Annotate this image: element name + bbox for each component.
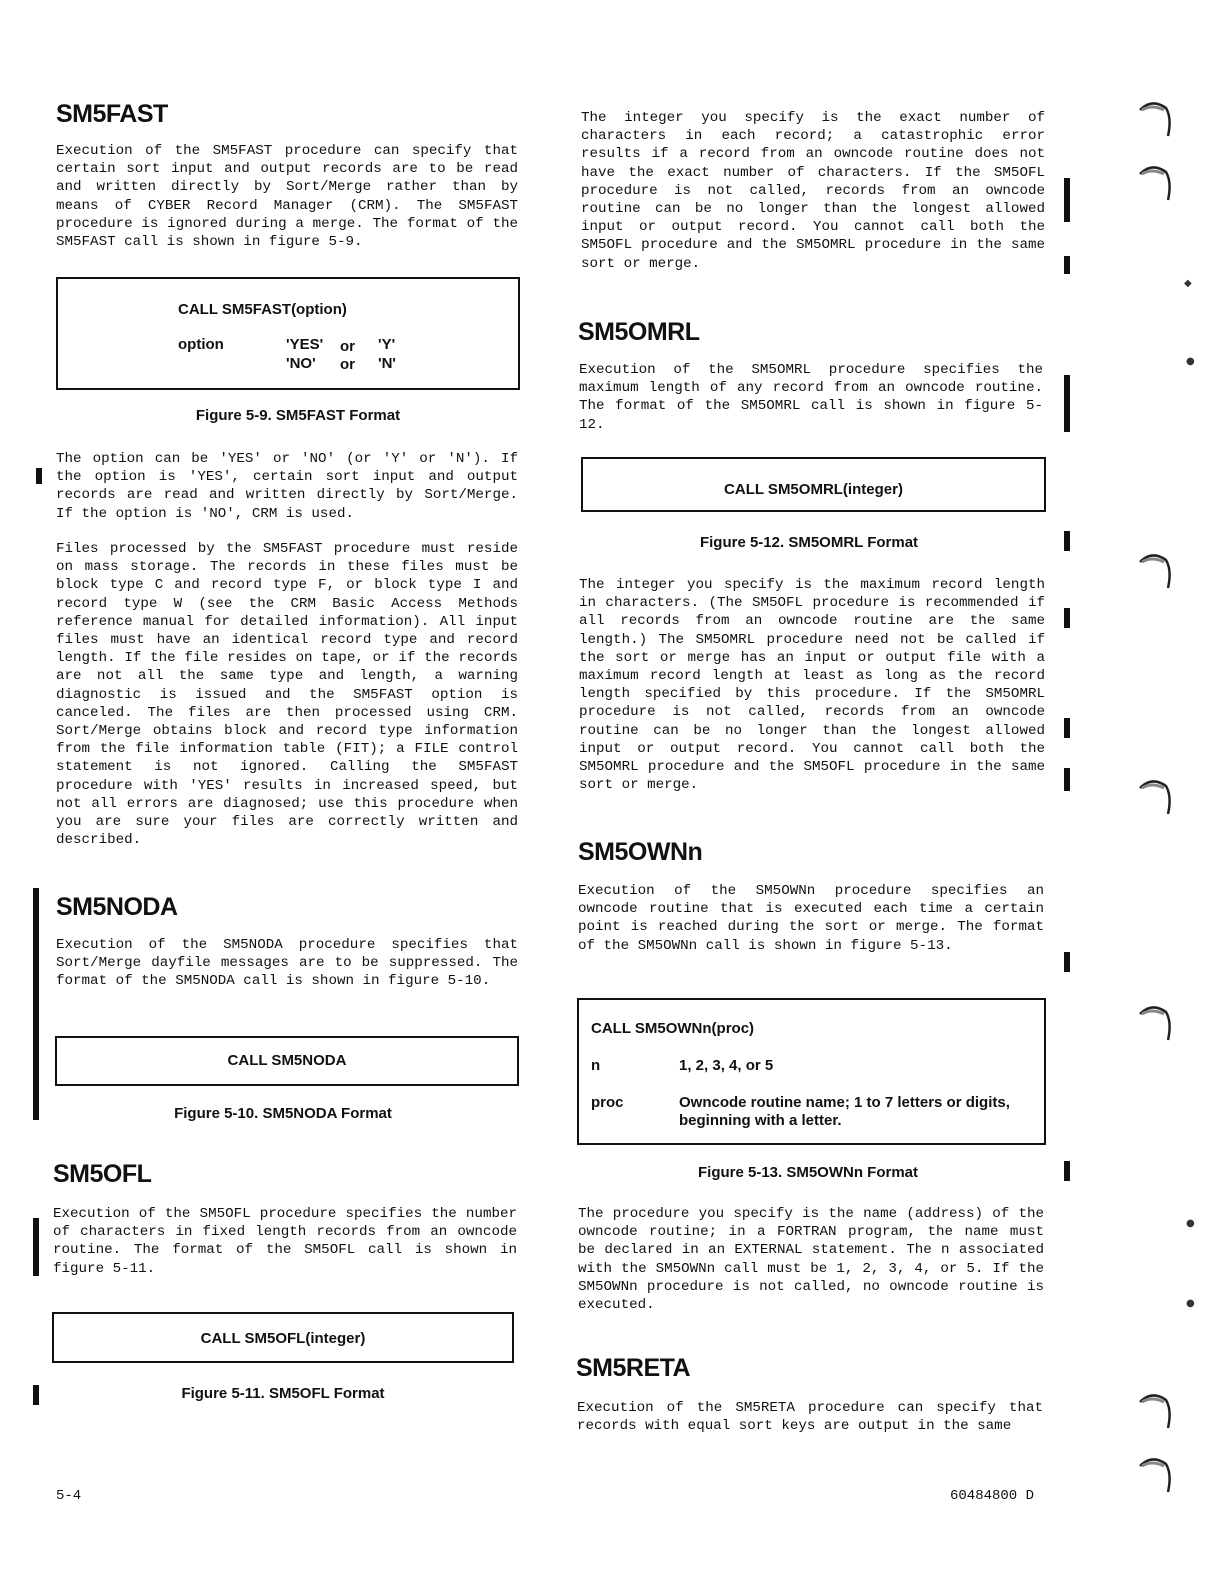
sm5ownn-proc-value: Owncode routine name; 1 to 7 letters or digits, beginning with a letter. (679, 1094, 1010, 1129)
change-bar (1064, 256, 1070, 274)
document-number: 60484800 D (950, 1488, 1035, 1504)
sm5ofl-call: CALL SM5OFL(integer) (200, 1330, 366, 1347)
speck-icon: ● (1186, 1218, 1195, 1229)
sm5noda-call: CALL SM5NODA (227, 1052, 347, 1069)
change-bar (33, 1218, 39, 1276)
sm5noda-heading: SM5NODA (56, 893, 178, 921)
sm5ofl-figure-box (52, 1312, 514, 1363)
change-bar (1064, 1161, 1070, 1181)
sm5ownn-call: CALL SM5OWNn(proc) (591, 1020, 755, 1037)
binder-mark-icon (1138, 96, 1172, 142)
sm5ofl-heading: SM5OFL (53, 1160, 152, 1188)
sm5reta-heading: SM5RETA (576, 1354, 691, 1382)
sm5ownn-n-label: n (591, 1057, 601, 1074)
sm5omrl-call: CALL SM5OMRL(integer) (724, 481, 903, 498)
sm5noda-intro: Execution of the SM5NODA procedure specifies that Sort/Merge dayfile messages are to be suppressed. The format of the SM5NODA call is shown in figure 5-10. (56, 937, 518, 990)
figure-5-9-caption: Figure 5-9. SM5FAST Format (195, 407, 401, 424)
sm5reta-intro: Execution of the SM5RETA procedure can specify that records with equal sort keys are output in the same (577, 1400, 1043, 1435)
sm5omrl-intro: Execution of the SM5OMRL procedure specifies the maximum length of any record from an owncode routine. The format of the SM5OMRL call is shown in figure 5-12. (579, 362, 1043, 433)
sm5ownn-proc-label: proc (591, 1094, 624, 1111)
sm5fast-param: option (178, 336, 224, 353)
sm5ownn-figure-box (577, 998, 1046, 1145)
sm5fast-or-1: or (340, 338, 355, 355)
speck-icon: ◆ (1184, 278, 1192, 289)
sm5ownn-n-value: 1, 2, 3, 4, or 5 (679, 1057, 774, 1074)
sm5fast-or-2: or (340, 356, 355, 373)
change-bar (1064, 952, 1070, 972)
change-bar (1064, 531, 1070, 551)
sm5omrl-integer-text: The integer you specify is the maximum record length in characters. (The SM5OFL procedure is recommended if all records from an owncode routine are the same length.) The SM5OMRL procedure need not be called if the sort or merge has an input or output file with a maximum record length at least as long as the record length specified by this procedure. If the SM5OMRL procedure is not called, records from an owncode routine can be no longer than the longest allowed input or output record. You cannot call both the SM5OMRL procedure and the SM5OFL procedure in the same sort or merge. (579, 577, 1045, 794)
change-bar (1064, 178, 1070, 222)
sm5fast-value-no: 'NO' (286, 355, 316, 372)
sm5ownn-heading: SM5OWNn (578, 838, 703, 866)
sm5ownn-procedure-text: The procedure you specify is the name (address) of the owncode routine; in a FORTRAN program, the name must be declared in an EXTERNAL statement. The n associated with the SM5OWNn call must be 1, 2, 3, 4, or 5. If the SM5OWNn procedure is not called, no owncode routine is executed. (578, 1206, 1044, 1314)
sm5fast-value-n: 'N' (378, 355, 396, 372)
change-bar (1064, 718, 1070, 738)
speck-icon: ● (1186, 1298, 1195, 1309)
sm5ownn-intro: Execution of the SM5OWNn procedure specifies an owncode routine that is executed each time a certain point is reached during the sort or merge. The format of the SM5OWNn call is shown in figure 5-13. (578, 883, 1044, 954)
sm5fast-value-y: 'Y' (378, 336, 396, 353)
sm5fast-heading: SM5FAST (56, 100, 168, 128)
sm5ofl-integer-text: The integer you specify is the exact number of characters in each record; a catastrophic error results if a record from an owncode routine does not have the exact number of characters. If the SM5OFL procedure is not called, records from an owncode routine can be no longer than the longest allowed input or output record. You cannot call both the SM5OFL procedure and the SM5OMRL procedure in the same sort or merge. (581, 110, 1045, 272)
sm5omrl-figure-box (581, 457, 1046, 512)
change-bar (33, 1385, 39, 1405)
binder-mark-icon (1138, 160, 1172, 206)
figure-5-11-caption: Figure 5-11. SM5OFL Format (181, 1385, 385, 1402)
change-bar (1064, 768, 1070, 791)
change-bar (33, 888, 39, 1120)
change-bar (1064, 608, 1070, 628)
sm5fast-call: CALL SM5FAST(option) (178, 301, 347, 318)
sm5ofl-intro: Execution of the SM5OFL procedure specifies the number of characters in fixed length records from an owncode routine. The format of the SM5OFL call is shown in figure 5-11. (53, 1206, 517, 1277)
change-bar (1064, 375, 1070, 432)
sm5fast-intro: Execution of the SM5FAST procedure can specify that certain sort input and output records are to be read and written directly by Sort/Merge rather than by means of CYBER Record Manager (CRM). The SM5FAST procedure is ignored during a merge. The format of the SM5FAST call is shown in figure 5-9. (56, 143, 518, 251)
sm5omrl-heading: SM5OMRL (578, 318, 700, 346)
speck-icon: ● (1186, 356, 1195, 367)
sm5fast-value-yes: 'YES' (286, 336, 324, 353)
binder-mark-icon (1138, 1388, 1172, 1434)
binder-mark-icon (1138, 1000, 1172, 1046)
binder-mark-icon (1138, 548, 1172, 594)
sm5fast-figure-box (56, 277, 520, 390)
sm5noda-figure-box (55, 1036, 519, 1086)
binder-mark-icon (1138, 774, 1172, 820)
figure-5-10-caption: Figure 5-10. SM5NODA Format (174, 1105, 392, 1122)
figure-5-12-caption: Figure 5-12. SM5OMRL Format (699, 534, 919, 551)
sm5fast-files-text: Files processed by the SM5FAST procedure must reside on mass storage. The records in these files must be block type C and record type F, or block type I and record type W (see the CRM Basic Access Methods reference manual for detailed information). All input files must have an identical record type and record length. If the file resides on tape, or if the records are not all the same type and length, a warning diagnostic is issued and the SM5FAST option is canceled. The files are then processed using CRM. Sort/Merge obtains block and record type information from the file information table (FIT); a FILE control statement is not ignored. Calling the SM5FAST procedure with 'YES' results in increased speed, but not all errors are diagnosed; use this procedure when you are sure your files are correctly written and described. (56, 541, 518, 849)
figure-5-13-caption: Figure 5-13. SM5OWNn Format (697, 1164, 919, 1181)
page-number: 5-4 (56, 1488, 82, 1504)
binder-mark-icon (1138, 1452, 1172, 1498)
sm5fast-option-text: The option can be 'YES' or 'NO' (or 'Y' or 'N'). If the option is 'YES', certain sort input and output records are read and written directly by Sort/Merge. If the option is 'NO', CRM is used. (56, 451, 518, 522)
change-bar (36, 468, 42, 484)
